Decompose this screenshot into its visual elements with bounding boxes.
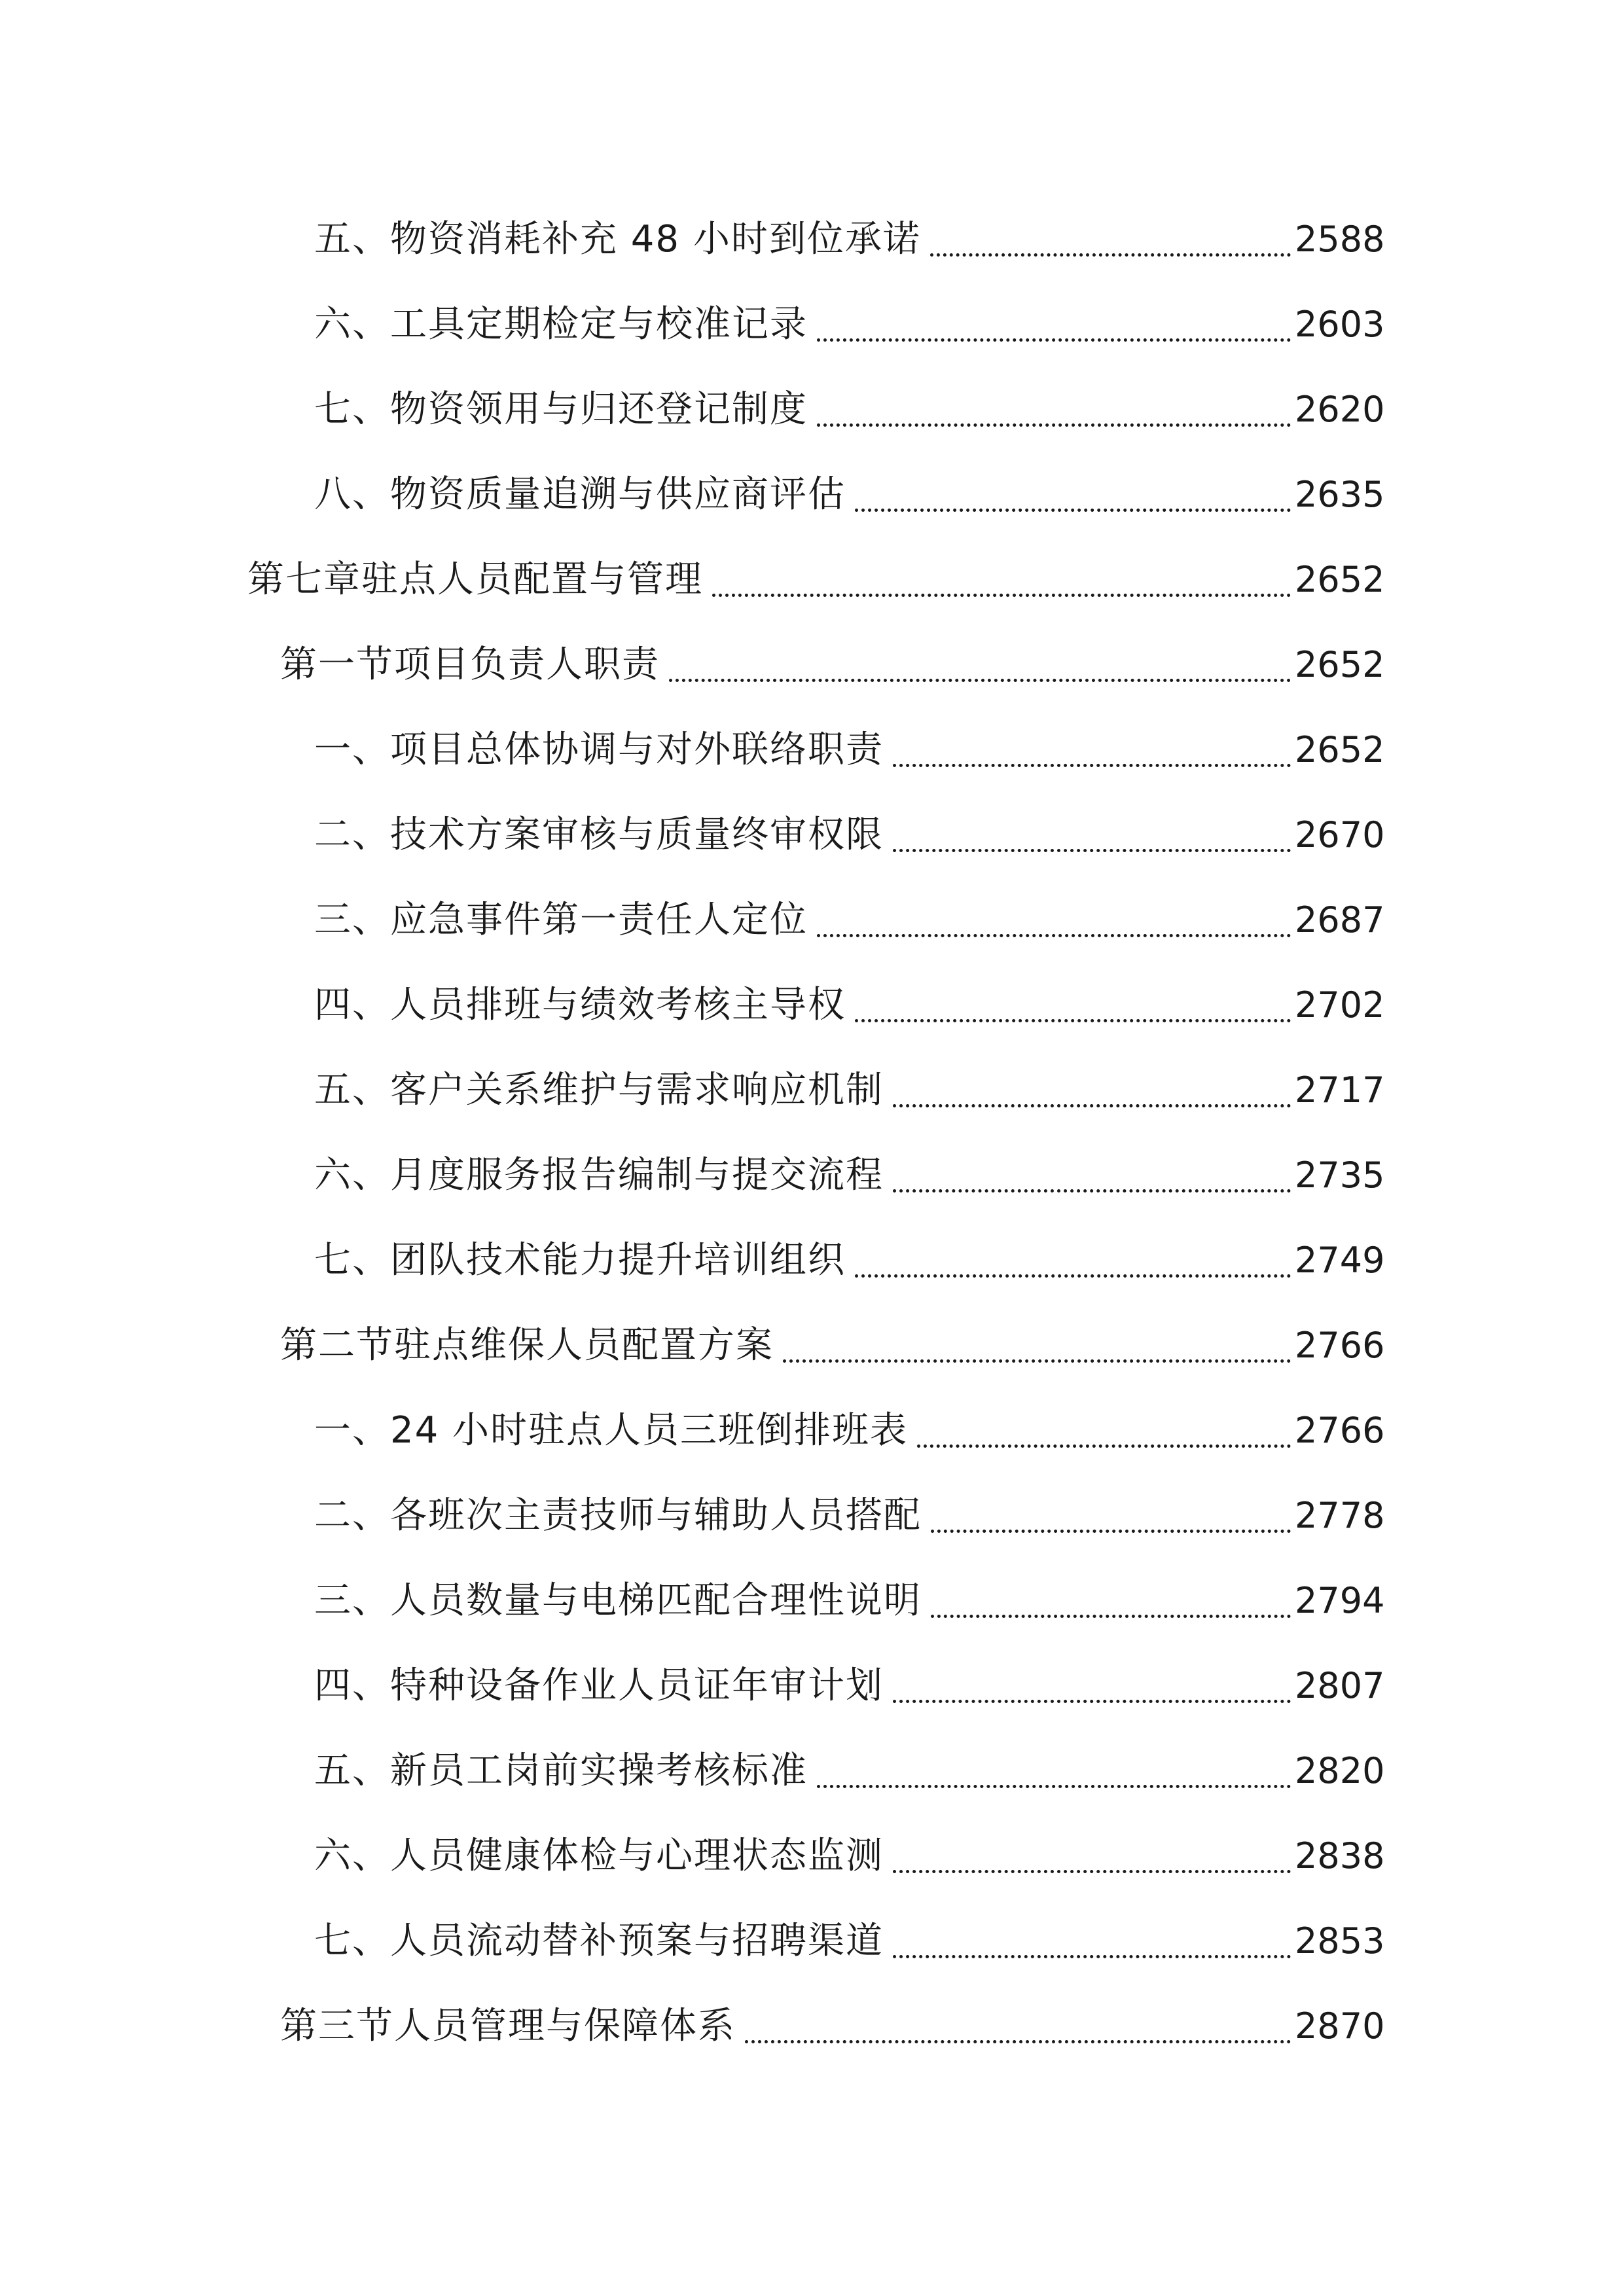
toc-leader-dots	[855, 1234, 1291, 1287]
toc-leader-dots	[855, 469, 1291, 521]
toc-entry[interactable]	[0, 979, 1624, 1064]
toc-entry[interactable]	[0, 809, 1624, 894]
toc-leader-dots	[893, 1064, 1291, 1117]
toc-entry[interactable]	[0, 1745, 1624, 1830]
toc-entry-title: 一、项目总体协调与对外联络职责	[314, 724, 893, 776]
toc-page-number: 2652	[1295, 644, 1385, 685]
toc-leader-dots	[893, 1149, 1291, 1202]
toc-entry-title: 三、应急事件第一责任人定位	[314, 894, 817, 946]
toc-entry-title: 二、技术方案审核与质量终审权限	[314, 809, 893, 861]
toc-page-number: 2687	[1295, 899, 1385, 941]
toc-entry-title: 五、物资消耗补充 48 小时到位承诺	[314, 213, 930, 266]
toc-entry-title: 第七章驻点人员配置与管理	[247, 554, 712, 606]
toc-entry-title: 二、各班次主责技师与辅助人员搭配	[314, 1490, 931, 1542]
toc-page-number: 2652	[1295, 729, 1385, 770]
toc-leader-dots	[783, 1319, 1291, 1372]
toc-leader-dots	[893, 1915, 1291, 1967]
toc-leader-dots	[745, 2000, 1291, 2053]
toc-leader-dots	[712, 554, 1291, 606]
toc-page-number: 2870	[1295, 2005, 1385, 2047]
toc-leader-dots	[817, 298, 1291, 351]
toc-leader-dots	[930, 213, 1291, 266]
toc-leader-dots	[893, 809, 1291, 861]
toc-leader-dots	[855, 979, 1291, 1031]
toc-entry-title: 六、工具定期检定与校准记录	[314, 298, 817, 351]
toc-entry[interactable]	[0, 213, 1624, 298]
toc-page-number: 2588	[1295, 219, 1385, 260]
toc-entry-title: 四、特种设备作业人员证年审计划	[314, 1660, 893, 1712]
toc-entry-title: 四、人员排班与绩效考核主导权	[314, 979, 855, 1031]
toc-leader-dots	[893, 1830, 1291, 1882]
toc-page-number: 2794	[1295, 1580, 1385, 1621]
toc-page-number: 2820	[1295, 1750, 1385, 1791]
toc-entry[interactable]	[0, 1490, 1624, 1575]
toc-page-number: 2702	[1295, 984, 1385, 1026]
toc-entry-chapter[interactable]	[0, 554, 1624, 639]
toc-entry[interactable]	[0, 724, 1624, 809]
toc-page-number: 2603	[1295, 304, 1385, 345]
toc-entry-title: 五、新员工岗前实操考核标准	[314, 1745, 817, 1797]
toc-entry-title: 七、人员流动替补预案与招聘渠道	[314, 1915, 893, 1967]
toc-entry[interactable]	[0, 1405, 1624, 1490]
toc-leader-dots	[817, 894, 1291, 946]
toc-entry-section[interactable]	[0, 639, 1624, 724]
toc-page-number: 2778	[1295, 1495, 1385, 1536]
toc-entry-title: 八、物资质量追溯与供应商评估	[314, 469, 855, 521]
toc-page-number: 2620	[1295, 389, 1385, 430]
toc-page-number: 2766	[1295, 1325, 1385, 1366]
toc-entry-title: 第一节项目负责人职责	[280, 639, 669, 691]
toc-leader-dots	[917, 1405, 1291, 1457]
toc-entry[interactable]	[0, 894, 1624, 979]
toc-entry-title: 七、物资领用与归还登记制度	[314, 384, 817, 436]
toc-entry[interactable]	[0, 469, 1624, 554]
toc-page-number: 2717	[1295, 1069, 1385, 1111]
toc-page-number: 2853	[1295, 1920, 1385, 1962]
toc-entry-title: 第三节人员管理与保障体系	[280, 2000, 745, 2053]
toc-page-number: 2838	[1295, 1835, 1385, 1876]
toc-entry-title: 五、客户关系维护与需求响应机制	[314, 1064, 893, 1117]
toc-entry-title: 六、月度服务报告编制与提交流程	[314, 1149, 893, 1202]
toc-leader-dots	[931, 1575, 1291, 1627]
table-of-contents	[0, 213, 1624, 2085]
toc-entry[interactable]	[0, 1575, 1624, 1660]
toc-entry-title: 一、24 小时驻点人员三班倒排班表	[314, 1405, 917, 1457]
toc-entry[interactable]	[0, 1064, 1624, 1149]
toc-entry-section[interactable]	[0, 1319, 1624, 1405]
toc-page-number: 2749	[1295, 1240, 1385, 1281]
toc-entry[interactable]	[0, 298, 1624, 384]
toc-entry[interactable]	[0, 1660, 1624, 1745]
toc-page-number: 2766	[1295, 1410, 1385, 1451]
toc-entry[interactable]	[0, 384, 1624, 469]
toc-entry[interactable]	[0, 1915, 1624, 2000]
toc-leader-dots	[669, 639, 1291, 691]
toc-entry[interactable]	[0, 1234, 1624, 1319]
toc-page-number: 2807	[1295, 1665, 1385, 1706]
toc-entry-section[interactable]	[0, 2000, 1624, 2085]
toc-entry-title: 六、人员健康体检与心理状态监测	[314, 1830, 893, 1882]
toc-leader-dots	[817, 384, 1291, 436]
toc-entry[interactable]	[0, 1149, 1624, 1234]
toc-page-number: 2670	[1295, 814, 1385, 855]
toc-page-number: 2735	[1295, 1155, 1385, 1196]
toc-entry-title: 三、人员数量与电梯匹配合理性说明	[314, 1575, 931, 1627]
toc-leader-dots	[817, 1745, 1291, 1797]
toc-leader-dots	[893, 1660, 1291, 1712]
toc-page-number: 2635	[1295, 474, 1385, 515]
toc-entry[interactable]	[0, 1830, 1624, 1915]
toc-leader-dots	[893, 724, 1291, 776]
toc-entry-title: 第二节驻点维保人员配置方案	[280, 1319, 783, 1372]
toc-entry-title: 七、团队技术能力提升培训组织	[314, 1234, 855, 1287]
toc-leader-dots	[931, 1490, 1291, 1542]
toc-page-number: 2652	[1295, 559, 1385, 600]
